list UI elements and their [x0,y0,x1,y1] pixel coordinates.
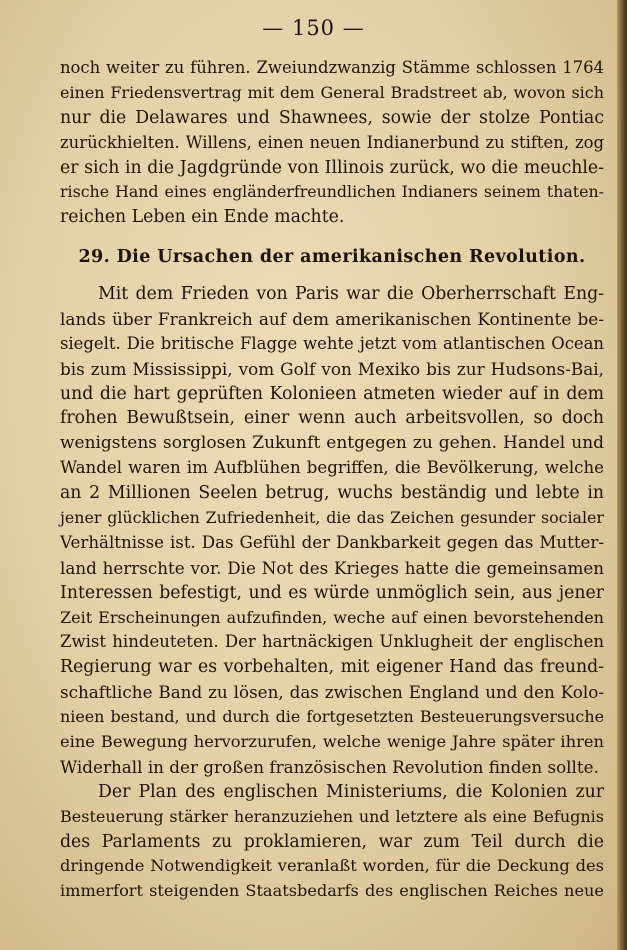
text-line: des Parlaments zu proklamieren, war zum Teil durch die [60,831,604,852]
text-line: rische Hand eines engländerfreundlichen Indianers seinem thaten- [60,182,604,202]
text-line: schaftliche Band zu lösen, das zwischen England und den Kolo- [60,682,604,703]
page-number: — 150 — [262,16,365,40]
text-line: zurückhielten. Willens, einen neuen Indianerbund zu stiften, zog [60,132,604,152]
text-line: er sich in die Jagdgründe von Illinois zurück, wo die meuchle- [60,157,604,178]
text-line: Wandel waren im Aufblühen begriffen, die Bevölkerung, welche [60,458,604,478]
text-line: jener glücklichen Zufriedenheit, die das Zeichen gesunder socialer [60,508,604,528]
text-line: Interessen befestigt, und es würde unmöglich sein, aus jener [60,582,604,603]
text-line: frohen Bewußtsein, einer wenn auch arbeitsvollen, so doch [60,408,604,429]
text-line: bis zum Mississippi, vom Golf von Mexiko bis zur Hudsons-Bai, [60,358,604,379]
text-line: Widerhall in der großen französischen Revolution finden sollte. [60,756,599,777]
text-line: Besteuerung stärker heranzuziehen und letztere als eine Befugnis [60,806,604,826]
text-line: Regierung war es vorbehalten, mit eigener Hand das freund- [60,657,604,678]
text-line: land herrschte vor. Die Not des Krieges hatte die gemeinsamen [60,557,604,578]
paragraph-main [60,282,604,904]
text-line: Zwist hindeuteten. Der hartnäckigen Unklugheit der englischen [60,632,604,652]
text-line: nieen bestand, und durch die fortgesetzten Besteuerungsversuche [60,707,604,727]
text-line: siegelt. Die britische Flagge wehte jetzt vom atlantischen Ocean [60,333,604,353]
page-edge-shadow [617,0,627,950]
text-line: dringende Notwendigkeit veranlaßt worden, für die Deckung des [60,856,604,876]
text-line: einen Friedensvertrag mit dem General Bradstreet ab, wovon sich [60,82,604,102]
text-line: Zeit Erscheinungen aufzufinden, weche auf einen bevorstehenden [60,607,604,627]
text-line: Der Plan des englischen Ministeriums, die Kolonien zur [98,781,604,802]
text-line: lands über Frankreich auf dem amerikanischen Kontinente be- [60,308,604,329]
text-line: Mit dem Frieden von Paris war die Oberherrschaft Eng- [98,284,604,304]
text-line: immerfort steigenden Staatsbedarfs des englischen Reiches neue [60,881,604,901]
paragraph-intro [60,56,604,230]
section-title: 29. Die Ursachen der amerikanischen Revolution. [78,247,586,267]
text-line: wenigstens sorglosen Zukunft entgegen zu gehen. Handel und [60,433,604,454]
text-line: Verhältnisse ist. Das Gefühl der Dankbarkeit gegen das Mutter- [60,532,604,552]
text-line: an 2 Millionen Seelen betrug, wuchs beständig und lebte in [60,483,604,504]
text-line: reichen Leben ein Ende machte. [60,207,345,228]
text-line: und die hart geprüften Kolonieen atmeten wieder auf in dem [60,383,604,404]
text-line: nur die Delawares und Shawnees, sowie der stolze Pontiac [60,107,604,128]
text-line: eine Bewegung hervorzurufen, welche wenige Jahre später ihren [60,732,604,752]
text-line: noch weiter zu führen. Zweiundzwanzig Stämme schlossen 1764 [60,58,604,77]
